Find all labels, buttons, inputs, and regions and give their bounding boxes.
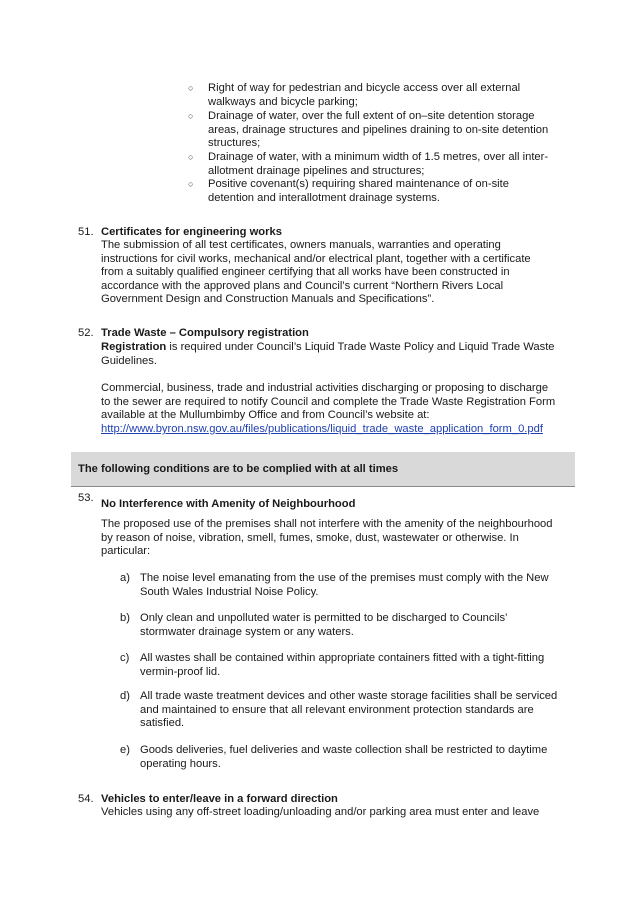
condition-number: 54. (78, 793, 94, 805)
item-letter: a) (120, 572, 130, 584)
condition-body: Vehicles using any off-street loading/unloading and/or parking area must enter and leave (101, 806, 540, 818)
list-item-text: Drainage of water, over the full extent of on–site detention storage areas, drainage structures and pipelines draining to on-site detention structures; (208, 110, 549, 150)
bullet-icon: ○ (188, 152, 194, 162)
section-header-text: The following conditions are to be complied with at all times (78, 463, 399, 475)
condition-body-2: Commercial, business, trade and industrial activities discharging or proposing to discharge to the sewer are required to notify Council and complete the Trade Waste Registration Form available at the Mullumbimby Office and from Council’s website at: (101, 382, 556, 422)
condition-number: 52. (78, 327, 94, 339)
section-header-band (71, 452, 575, 487)
item-text: The noise level emanating from the use of the premises must comply with the New South Wales Industrial Noise Policy. (140, 572, 549, 598)
body-text: is required under Council’s Liquid Trade Waste Policy and Liquid Trade Waste Guidelines. (101, 341, 555, 367)
condition-body: The proposed use of the premises shall not interfere with the amenity of the neighbourhood by reason of noise, vibration, smell, fumes, smoke, dust, wastewater or otherwise. In particular: (101, 518, 553, 558)
item-text: All trade waste treatment devices and other waste storage facilities shall be serviced and maintained to ensure that all relevant environment protection standards are satisfied. (140, 690, 558, 730)
item-letter: c) (120, 652, 130, 664)
list-item-text: Positive covenant(s) requiring shared maintenance of on-site detention and interallotment drainage systems. (208, 178, 509, 204)
item-letter: e) (120, 744, 130, 756)
condition-body (101, 341, 556, 368)
item-text: Goods deliveries, fuel deliveries and waste collection shall be restricted to daytime operating hours. (140, 744, 548, 770)
bullet-icon: ○ (188, 83, 194, 93)
condition-heading: Certificates for engineering works (101, 226, 282, 238)
bullet-icon: ○ (188, 111, 194, 121)
list-item-text: Drainage of water, with a minimum width of 1.5 metres, over all inter-allotment drainage pipelines and structures; (208, 151, 549, 177)
bullet-icon: ○ (188, 179, 194, 189)
item-text: All wastes shall be contained within appropriate containers fitted with a tight-fitting vermin-proof lid. (140, 652, 545, 678)
item-letter: b) (120, 612, 130, 624)
item-letter: d) (120, 690, 130, 702)
bold-lead: Registration (101, 341, 167, 353)
condition-number: 51. (78, 226, 94, 238)
condition-heading: Vehicles to enter/leave in a forward direction (101, 793, 338, 805)
condition-number: 53. (78, 492, 94, 504)
condition-heading: No Interference with Amenity of Neighbourhood (101, 498, 356, 510)
item-text: Only clean and unpolluted water is permitted to be discharged to Councils’ stormwater drainage system or any waters. (140, 612, 508, 638)
condition-body: The submission of all test certificates, owners manuals, warranties and operating instructions for civil works, mechanical and/or electrical plant, together with a certificate from a suitably qualified engineer certifying that all works have been constructed in accordance with the approved plans and Council’s current “Northern Rivers Local Government Design and Construction Manuals and Specifications”. (101, 239, 531, 306)
trade-waste-form-link[interactable]: http://www.byron.nsw.gov.au/files/publications/liquid_trade_waste_application_form_0.pdf (101, 423, 543, 435)
condition-heading: Trade Waste – Compulsory registration (101, 327, 309, 339)
list-item-text: Right of way for pedestrian and bicycle access over all external walkways and bicycle parking; (208, 82, 521, 108)
